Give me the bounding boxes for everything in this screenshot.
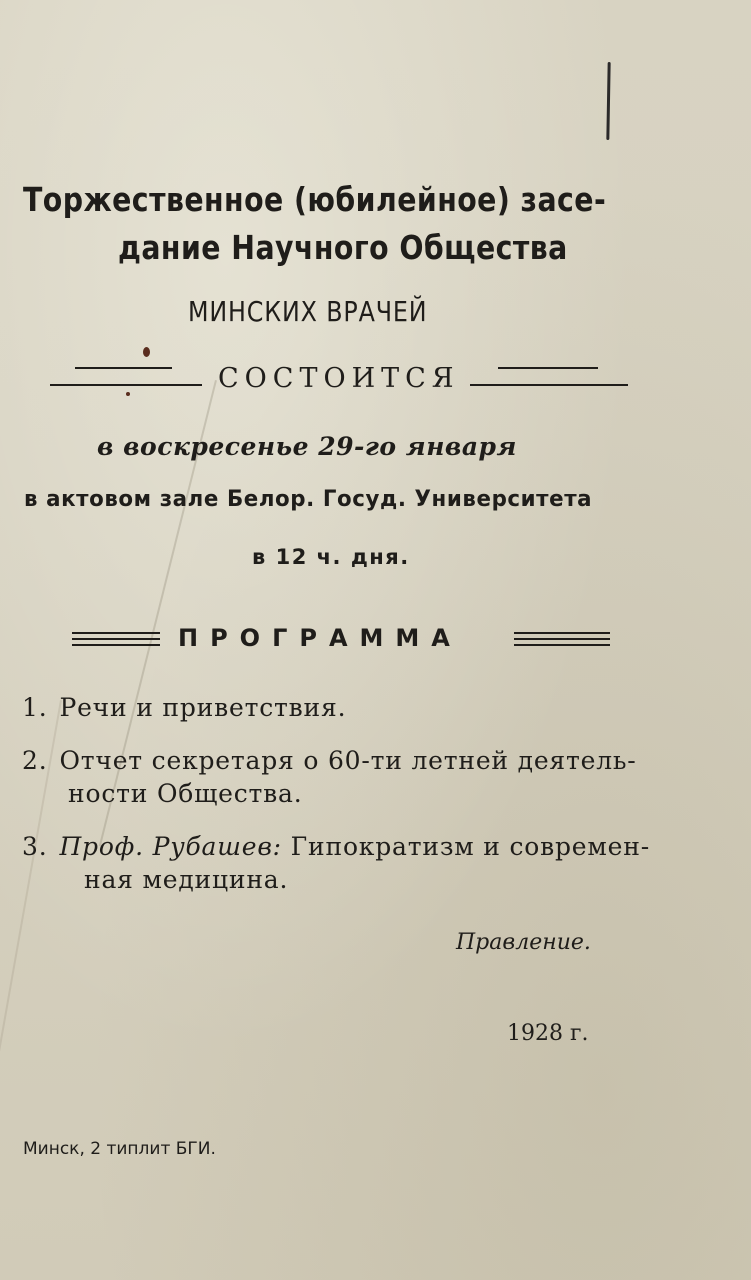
date-line: в воскресенье 29-го января <box>97 432 517 461</box>
decorative-rule-right <box>470 367 628 379</box>
paper-fold-line <box>0 700 62 1252</box>
program-item-number: 3. <box>22 832 48 861</box>
announce-word: СОСТОИТСЯ <box>218 363 460 394</box>
program-item-number: 1. <box>22 693 48 722</box>
title-line-2: дание Научного Общества <box>118 228 568 267</box>
year: 1928 г. <box>507 1021 589 1046</box>
pen-mark <box>606 62 610 140</box>
subtitle: МИНСКИХ ВРАЧЕЙ <box>188 295 428 328</box>
program-item-1 <box>22 693 346 722</box>
ink-spot <box>143 347 150 357</box>
decorative-rule-left <box>50 367 202 379</box>
place-line: в актовом зале Белор. Госуд. Университета <box>24 487 593 512</box>
title-line-1: Торжественное (юбилейное) засе- <box>23 180 607 219</box>
program-heading: ПРОГРАММА <box>178 624 462 652</box>
printer-imprint: Минск, 2 типлит БГИ. <box>23 1139 216 1159</box>
program-rule-left <box>72 632 160 646</box>
program-item-text: Отчет секретаря о 60-ти летней деятель- <box>59 746 637 775</box>
program-item-text: Гипократизм и современ- <box>290 832 650 861</box>
program-item-2 <box>22 746 637 775</box>
program-item-number: 2. <box>22 746 48 775</box>
program-item-3-continuation: ная медицина. <box>84 865 289 894</box>
program-item-2-continuation: ности Общества. <box>68 779 303 808</box>
time-line: в 12 ч. дня. <box>252 545 410 569</box>
ink-spot <box>126 392 130 396</box>
program-item-speaker: Проф. Рубашев: <box>59 832 282 861</box>
signature: Правление. <box>456 930 591 955</box>
program-rule-right <box>514 632 610 646</box>
program-item-3 <box>22 832 650 861</box>
program-item-text: Речи и приветствия. <box>59 693 347 722</box>
